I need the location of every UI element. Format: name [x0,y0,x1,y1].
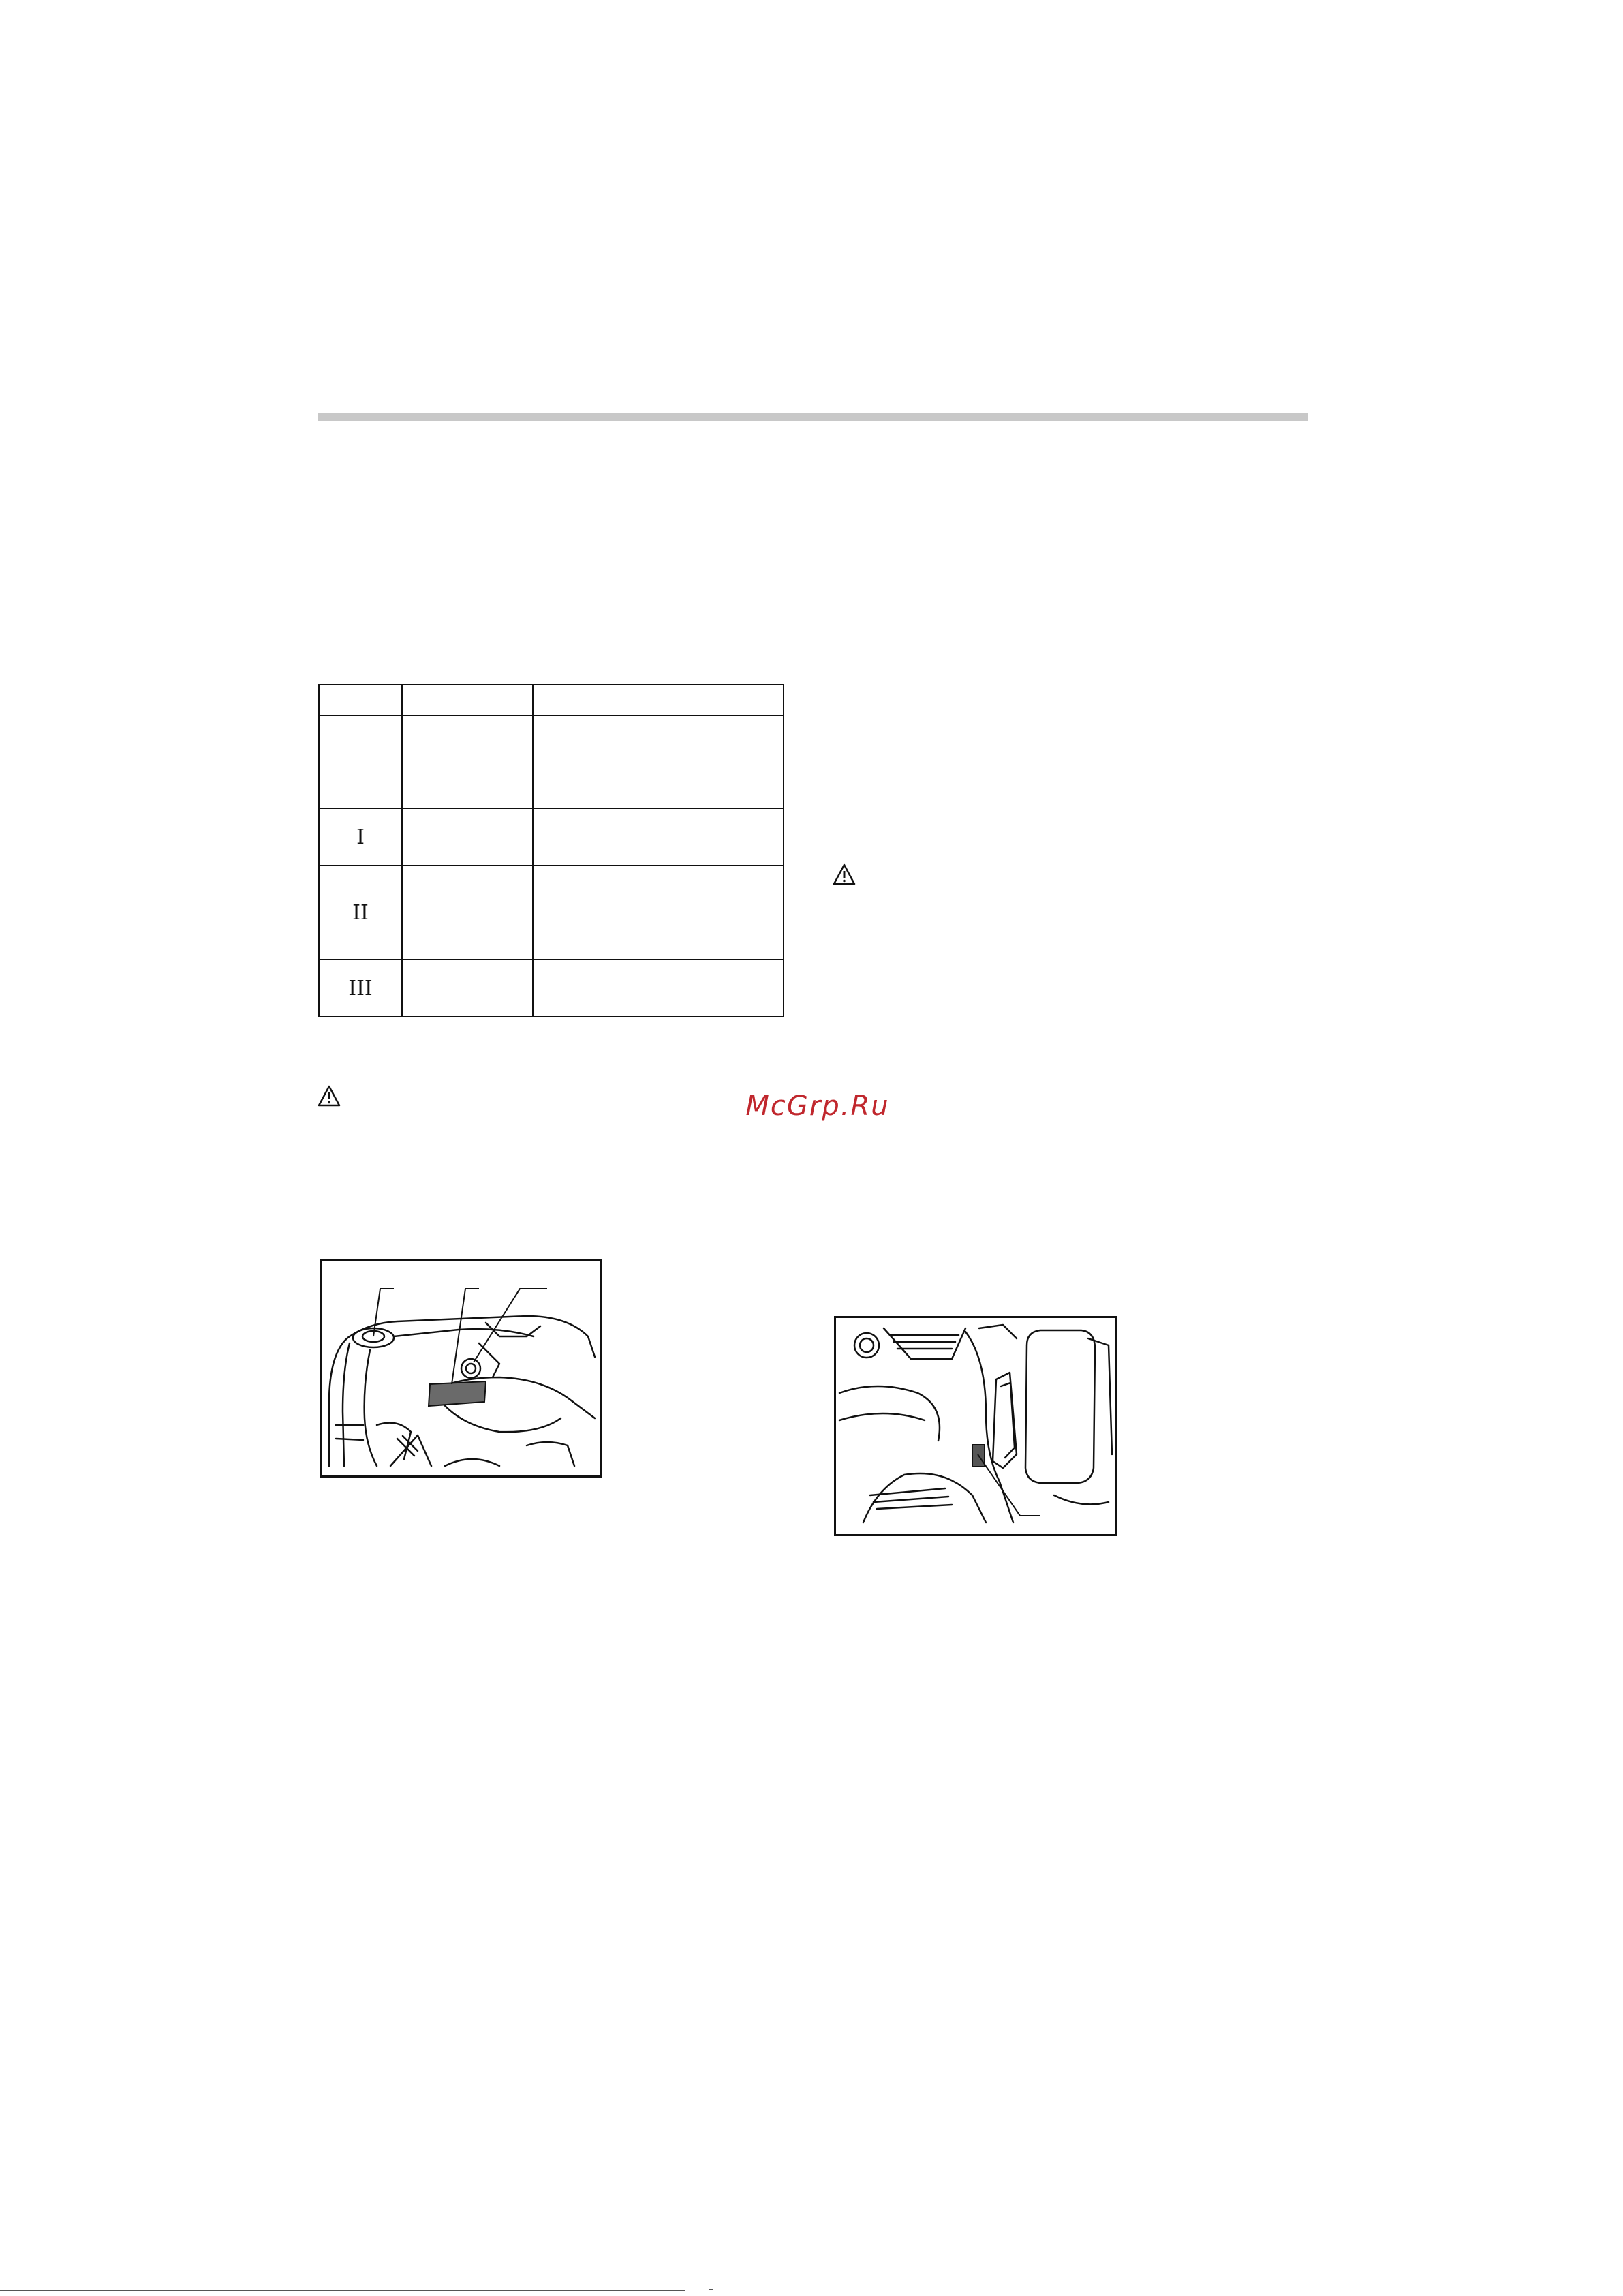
footer-mark [709,2289,713,2290]
table-row [319,866,784,960]
table-cell [402,960,533,1017]
table-row [319,716,784,808]
mode-cell: III [319,960,402,1017]
figure-tool-top-controls [320,1259,602,1478]
mode-cell: II [319,866,402,960]
table-cell [533,808,784,866]
tool-illustration [836,1318,1115,1534]
mode-cell: I [319,808,402,866]
table-header-cell [533,684,784,716]
table-cell [533,866,784,960]
trigger-switch [429,1381,486,1406]
table-cell [402,866,533,960]
table-header-cell [319,684,402,716]
table-row [319,960,784,1017]
warning-triangle-icon [318,1085,341,1107]
table-header-cell [402,684,533,716]
warning-triangle-icon [833,863,856,885]
footer-rule [0,2290,685,2291]
table-cell [402,808,533,866]
mode-table [318,684,784,1017]
table-cell [533,960,784,1017]
figure-tool-side-switch [834,1316,1117,1536]
table-cell [533,716,784,808]
table-cell [402,716,533,808]
mode-cell [319,716,402,808]
watermark: McGrp.Ru [745,1090,890,1122]
header-rule [318,413,1308,421]
table-header-row [319,684,784,716]
table-row [319,808,784,866]
tool-illustration [322,1261,600,1475]
